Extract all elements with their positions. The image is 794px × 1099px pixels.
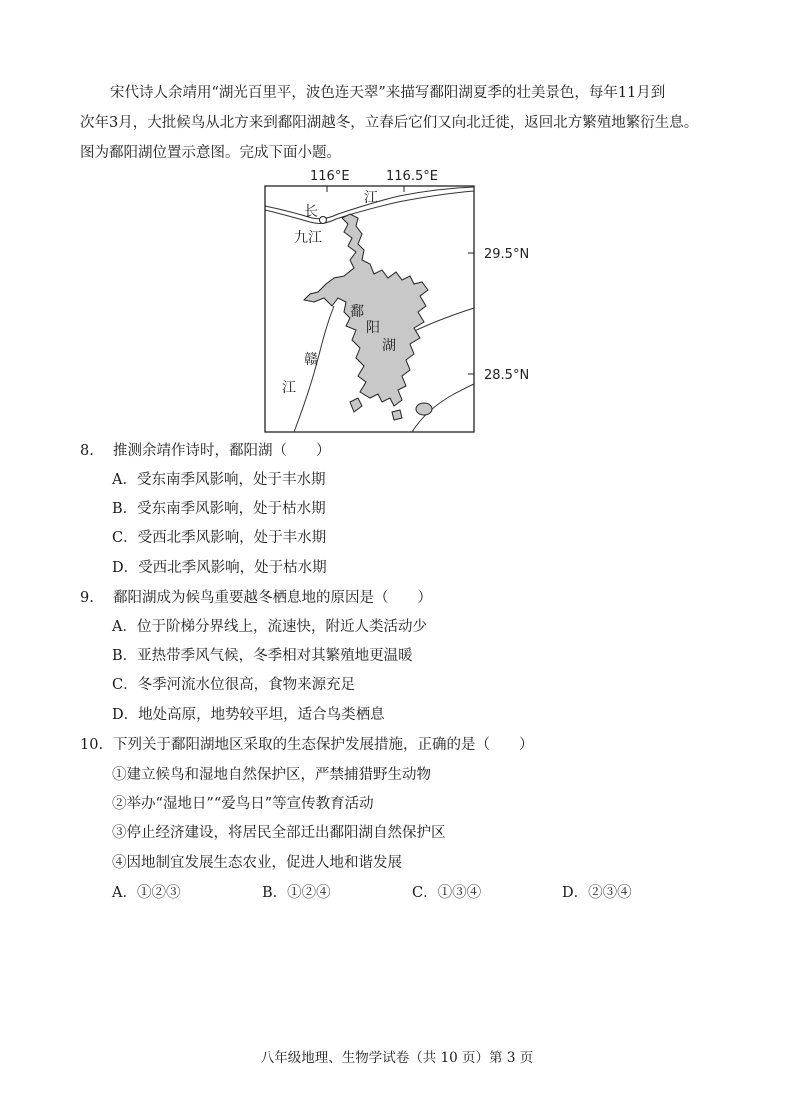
label-jiang-left: 江 xyxy=(282,380,296,396)
q8-option-a: A．受东南季风影响，处于丰水期 xyxy=(112,472,326,488)
intro-line-3: 图为鄱阳湖位置示意图。完成下面小题。 xyxy=(80,145,341,161)
q9-option-a: A．位于阶梯分界线上，流速快，附近人类活动少 xyxy=(112,619,427,635)
poyang-lake-map xyxy=(264,166,534,434)
q8-option-b: B．受东南季风影响，处于枯水期 xyxy=(112,501,326,517)
question-8-number: 8. xyxy=(80,443,94,459)
lon-label-116: 116°E xyxy=(310,169,350,184)
label-hu: 湖 xyxy=(382,338,396,354)
q10-statement-3: ③停止经济建设，将居民全部迁出鄱阳湖自然保护区 xyxy=(112,825,446,841)
q10-statement-4: ④因地制宜发展生态农业，促进人地和谐发展 xyxy=(112,855,402,871)
intro-line-2: 次年3月，大批候鸟从北方来到鄱阳湖越冬，立春后它们又向北迁徙，返回北方繁殖地繁衍生息。 xyxy=(80,115,699,131)
q10-statement-2: ②举办“湿地日”“爱鸟日”等宣传教育活动 xyxy=(112,796,374,812)
q10-option-b: B．①②④ xyxy=(262,885,331,901)
label-chang: 长 xyxy=(304,204,318,220)
small-lake-patch-1 xyxy=(416,403,432,415)
intro-passage xyxy=(80,78,720,168)
intro-line-1: 宋代诗人余靖用“湖光百里平，波色连天翠”来描写鄱阳湖夏季的壮美景色，每年11月到 xyxy=(110,85,666,101)
jiujiang-city-dot xyxy=(320,217,327,224)
q9-option-d: D．地处高原，地势较平坦，适合鸟类栖息 xyxy=(112,707,385,723)
question-9-number: 9. xyxy=(80,590,94,606)
map-svg xyxy=(264,166,534,434)
label-po: 鄱 xyxy=(350,304,364,320)
page-footer: 八年级地理、生物学试卷（共 10 页）第 3 页 xyxy=(260,1050,534,1066)
lat-label-28-5: 28.5°N xyxy=(484,368,530,383)
q10-option-a: A．①②③ xyxy=(112,885,181,901)
q9-option-b: B．亚热带季风气候，冬季相对其繁殖地更温暖 xyxy=(112,648,413,664)
q10-statement-1: ①建立候鸟和湿地自然保护区，严禁捕猎野生动物 xyxy=(112,767,431,783)
label-jiang-top: 江 xyxy=(364,190,378,206)
q10-option-c: C．①③④ xyxy=(412,885,482,901)
q8-option-c: C．受西北季风影响，处于丰水期 xyxy=(112,530,327,546)
lat-label-29-5: 29.5°N xyxy=(484,247,530,262)
q9-option-c: C．冬季河流水位很高，食物来源充足 xyxy=(112,677,356,693)
question-10-number: 10. xyxy=(80,737,104,753)
label-yang: 阳 xyxy=(366,320,380,336)
question-8-text: 推测余靖作诗时，鄱阳湖（ ） xyxy=(113,443,331,459)
lon-label-116-5: 116.5°E xyxy=(386,169,438,184)
q10-option-d: D．②③④ xyxy=(562,885,632,901)
question-10-stem xyxy=(80,730,720,760)
label-jiujiang: 九江 xyxy=(294,230,322,246)
label-gan: 赣 xyxy=(304,352,318,368)
q8-option-d: D．受西北季风影响，处于枯水期 xyxy=(112,560,327,576)
question-9-stem xyxy=(80,583,720,613)
question-8-stem xyxy=(80,436,720,466)
small-lake-patch-3 xyxy=(392,410,402,420)
question-9-text: 鄱阳湖成为候鸟重要越冬栖息地的原因是（ ） xyxy=(113,590,432,606)
question-10-text: 下列关于鄱阳湖地区采取的生态保护发展措施，正确的是（ ） xyxy=(113,737,534,753)
